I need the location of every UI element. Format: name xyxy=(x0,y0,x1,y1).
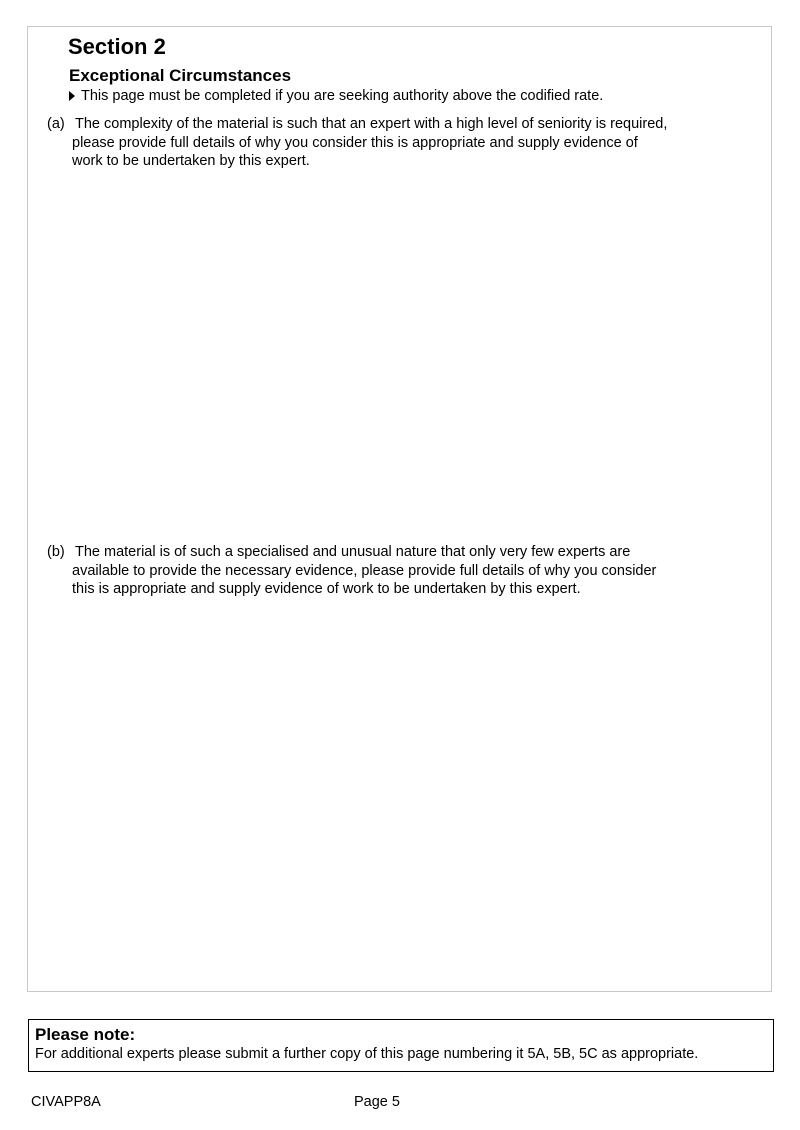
question-a-line-2: please provide full details of why you consider this is appropriate and supply evidence of xyxy=(72,134,638,151)
section-title: Section 2 xyxy=(68,34,166,59)
instruction-text: This page must be completed if you are seeking authority above the codified rate. xyxy=(81,88,604,104)
question-b-line-3: this is appropriate and supply evidence of work to be undertaken by this expert. xyxy=(72,581,581,597)
answer-b-field[interactable] xyxy=(47,603,757,983)
please-note-box xyxy=(28,1019,774,1072)
question-a xyxy=(47,115,667,171)
form-code: CIVAPP8A xyxy=(31,1094,101,1110)
note-title: Please note: xyxy=(35,1025,136,1044)
question-b-line-1: The material is of such a specialised and unusual nature that only very few experts are xyxy=(75,544,631,560)
section-subtitle: Exceptional Circumstances xyxy=(69,66,292,85)
question-a-letter: (a) xyxy=(47,116,65,132)
note-text: For additional experts please submit a further copy of this page numbering it 5A, 5B, 5C as appropriate. xyxy=(35,1046,699,1062)
question-a-line-1: The complexity of the material is such that an expert with a high level of seniority is required, xyxy=(75,116,668,132)
question-b-letter: (b) xyxy=(47,544,65,560)
instruction xyxy=(69,87,603,105)
question-b-line-2: available to provide the necessary evidence, please provide full details of why you consider xyxy=(72,562,657,579)
question-b xyxy=(47,543,656,599)
page-number: Page 5 xyxy=(354,1094,400,1110)
answer-a-field[interactable] xyxy=(47,175,757,530)
triangle-right-icon xyxy=(69,91,75,101)
question-a-line-3: work to be undertaken by this expert. xyxy=(72,153,310,169)
